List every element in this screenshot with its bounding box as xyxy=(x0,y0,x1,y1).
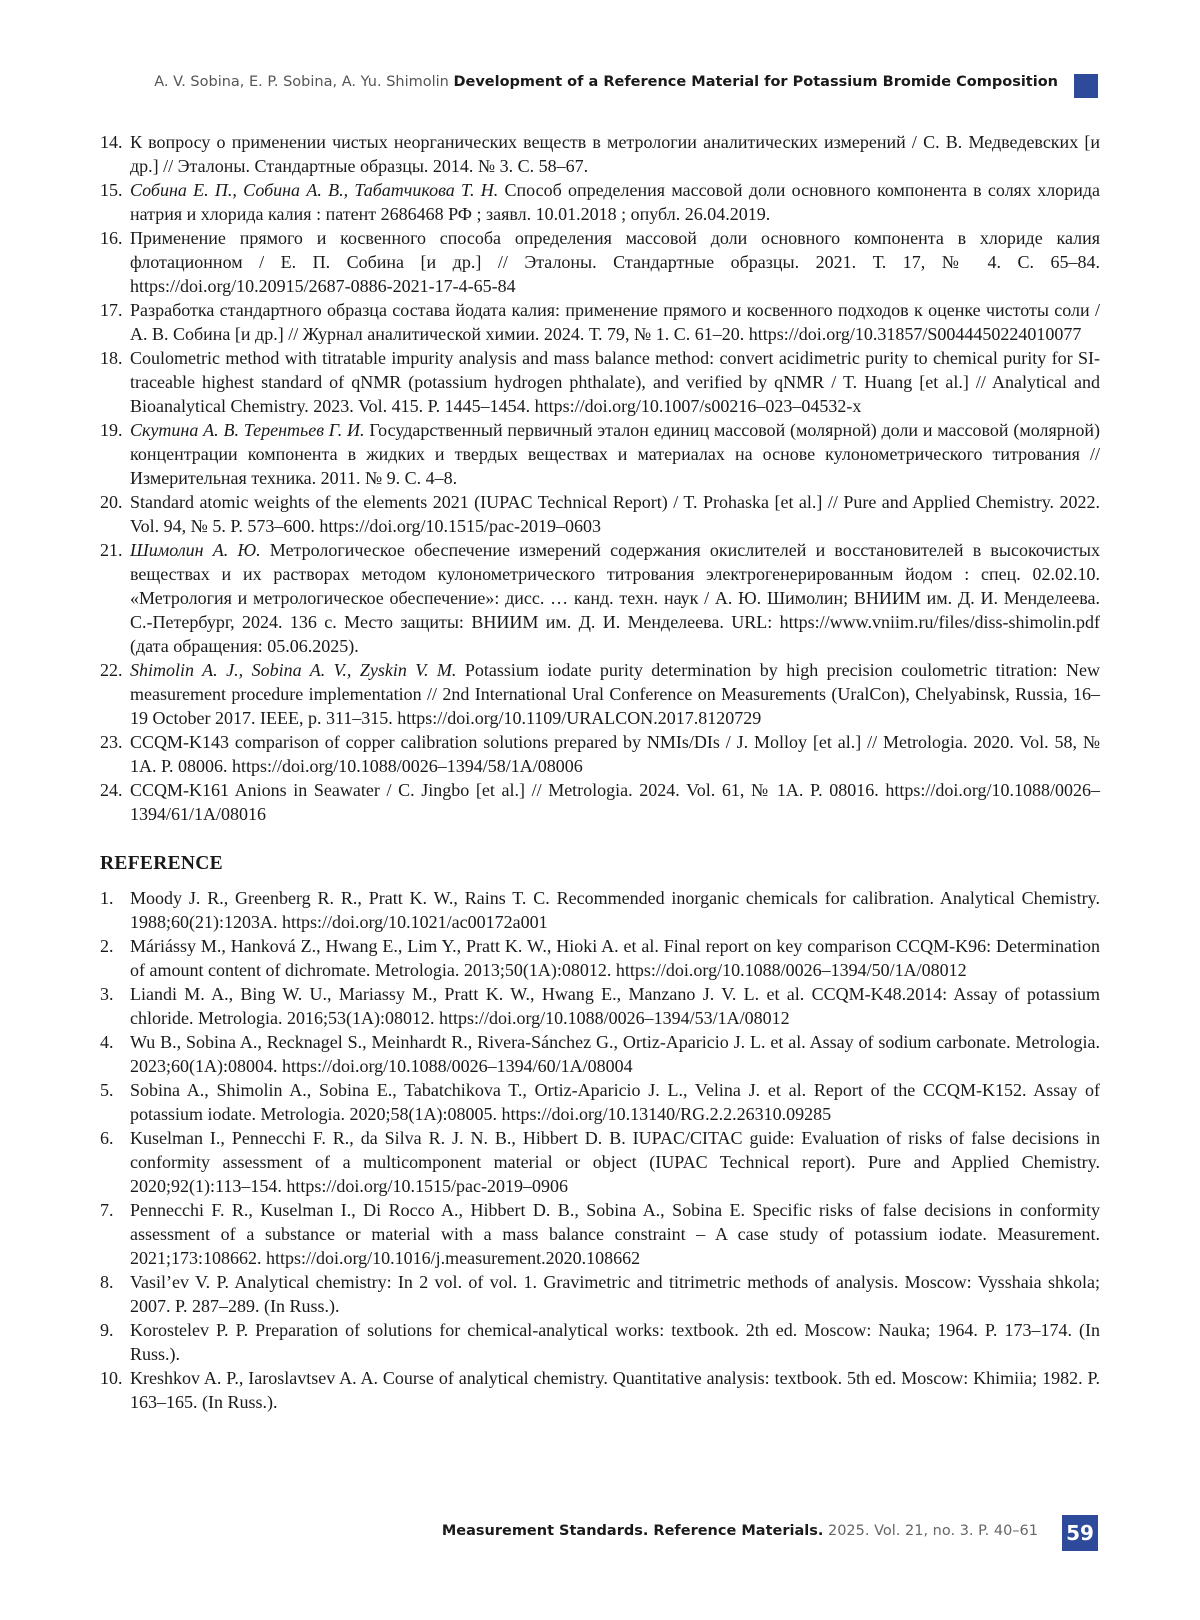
reference-number: 10. xyxy=(100,1368,123,1388)
reference-item xyxy=(100,1030,1100,1078)
reference-authors: Скутина А. В. Терентьев Г. И. xyxy=(130,420,365,440)
reference-number: 24. xyxy=(100,780,123,800)
reference-number: 18. xyxy=(100,348,123,368)
header-authors: A. V. Sobina, E. P. Sobina, A. Yu. Shimolin xyxy=(154,74,449,90)
reference-number: 14. xyxy=(100,132,123,152)
reference-item xyxy=(100,1078,1100,1126)
reference-number: 5. xyxy=(100,1080,114,1100)
reference-number: 16. xyxy=(100,228,123,248)
reference-text: К вопросу о применении чистых неорганических веществ в метрологии аналитических измерений / С. В. Медведевских [и др.] // Эталоны. Стандартные образцы. 2014. № 3. С. 58–67. xyxy=(130,132,1100,176)
reference-item xyxy=(100,130,1100,178)
reference-text: CCQM-K143 comparison of copper calibration solutions prepared by NMIs/DIs / J. Molloy [et al.] // Metrologia. 2020. Vol. 58, № 1A. P. 08006. https://doi.org/10.1088/0026–1394/58/1A/08006 xyxy=(130,732,1100,776)
header-accent-square xyxy=(1074,74,1098,98)
reference-number: 17. xyxy=(100,300,123,320)
reference-text: Pennecchi F. R., Kuselman I., Di Rocco A., Hibbert D. B., Sobina A., Sobina E. Specific risks of false decisions in conformity assessment of a substance or material with a mass balance constraint – A case study of potassium iodate. Measurement. 2021;173:108662. https://doi.org/10.1016/j.measurement.2020.108662 xyxy=(130,1200,1100,1268)
reference-number: 23. xyxy=(100,732,123,752)
reference-text: Standard atomic weights of the elements 2021 (IUPAC Technical Report) / T. Prohaska [et al.] // Pure and Applied Chemistry. 2022. Vol. 94, № 5. P. 573–600. https://doi.org/10.1515/pac-2019–0603 xyxy=(130,492,1100,536)
footer-issue: 2025. Vol. 21, no. 3. P. 40–61 xyxy=(823,1523,1038,1539)
reference-number: 22. xyxy=(100,660,123,680)
reference-item xyxy=(100,298,1100,346)
reference-text: Vasil’ev V. P. Analytical chemistry: In 2 vol. of vol. 1. Gravimetric and titrimetric methods of analysis. Moscow: Vysshaia shkola; 2007. P. 287–289. (In Russ.). xyxy=(130,1272,1100,1316)
running-head xyxy=(154,74,1058,90)
reference-text: CCQM-K161 Anions in Seawater / C. Jingbo [et al.] // Metrologia. 2024. Vol. 61, № 1A. P. 08016. https://doi.org/10.1088/0026–1394/61/1A/08016 xyxy=(130,780,1100,824)
reference-item xyxy=(100,226,1100,298)
reference-item xyxy=(100,1270,1100,1318)
reference-number: 7. xyxy=(100,1200,114,1220)
reference-item xyxy=(100,934,1100,982)
reference-text: Государственный первичный эталон единиц массовой (молярной) доли и массовой (молярной) концентрации компонента в жидких и твердых веществах и материалах на основе кулонометрического титрования // Измерительная техника. 2011. № 9. С. 4–8. xyxy=(130,420,1101,488)
reference-text: Sobina A., Shimolin A., Sobina E., Tabatchikova T., Ortiz-Aparicio J. L., Velina J. et al. Report of the CCQM-K152. Assay of potassium iodate. Metrologia. 2020;58(1A):08005. https://doi.org/10.13140/RG.2.2.26310.09285 xyxy=(130,1080,1100,1124)
reference-number: 15. xyxy=(100,180,123,200)
reference-text: Разработка стандартного образца состава йодата калия: применение прямого и косвенного подходов к оценке чистоты соли / А. В. Собина [и др.] // Журнал аналитической химии. 2024. Т. 79, № 1. С. 61–20. https://doi.org/10.31857/S0044450224010077 xyxy=(130,300,1100,344)
reference-item xyxy=(100,982,1100,1030)
reference-text: Метрологическое обеспечение измерений содержания окислителей и восстановителей в высокочистых веществах и их растворах методом кулонометрического титрования электрогенерированным йодом : спец. 02.02.10. «Метрология и метрологическое обеспечение»: дисс. … канд. техн. наук / А. Ю. Шимолин; ВНИИМ им. Д. И. Менделеева. С.-Петербург, 2024. 136 с. Место защиты: ВНИИМ им. Д. И. Менделеева. URL: https://www.vniim.ru/files/diss-shimolin.pdf (дата обращения: 05.06.2025). xyxy=(130,540,1101,656)
reference-item xyxy=(100,1366,1100,1414)
footer-journal: Measurement Standards. Reference Materials. xyxy=(441,1523,824,1539)
references-body xyxy=(100,130,1100,1414)
reference-item xyxy=(100,418,1100,490)
reference-number: 9. xyxy=(100,1320,114,1340)
reference-item xyxy=(100,490,1100,538)
reference-text: Korostelev P. P. Preparation of solutions for chemical-analytical works: textbook. 2th ed. Moscow: Nauka; 1964. P. 173–174. (In Russ.). xyxy=(130,1320,1100,1364)
header-title: Development of a Reference Material for Potassium Bromide Composition xyxy=(453,74,1058,90)
reference-heading: REFERENCE xyxy=(100,853,223,874)
reference-number: 19. xyxy=(100,420,123,440)
reference-number: 8. xyxy=(100,1272,114,1292)
reference-text: Способ определения массовой доли основного компонента в солях хлорида натрия и хлорида калия : патент 2686468 РФ ; заявл. 10.01.2018 ; опубл. 26.04.2019. xyxy=(130,180,1100,224)
reference-item xyxy=(100,658,1100,730)
reference-authors: Shimolin A. J., Sobina A. V., Zyskin V. M. xyxy=(130,660,457,680)
reference-text: Wu B., Sobina A., Recknagel S., Meinhardt R., Rivera-Sánchez G., Ortiz-Aparicio J. L. et al. Assay of sodium carbonate. Metrologia. 2023;60(1A):08004. https://doi.org/10.1088/0026–1394/60/1A/08004 xyxy=(130,1032,1100,1076)
reference-text: Kuselman I., Pennecchi F. R., da Silva R. J. N. B., Hibbert D. B. IUPAC/CITAC guide: Evaluation of risks of false decisions in conformity assessment of a multicomponent material or object (IUPAC Technical report). Pure and Applied Chemistry. 2020;92(1):113–154. https://doi.org/10.1515/pac-2019–0906 xyxy=(130,1128,1100,1196)
reference-text: Moody J. R., Greenberg R. R., Pratt K. W., Rains T. C. Recommended inorganic chemicals for calibration. Analytical Chemistry. 1988;60(21):1203A. https://doi.org/10.1021/ac00172a001 xyxy=(130,888,1100,932)
reference-item xyxy=(100,538,1100,658)
reference-item xyxy=(100,886,1100,934)
reference-text: Máriássy M., Hanková Z., Hwang E., Lim Y., Pratt K. W., Hioki A. et al. Final report on key comparison CCQM-K96: Determination of amount content of dichromate. Metrologia. 2013;50(1A):08012. https://doi.org/10.1088/0026–1394/50/1A/08012 xyxy=(130,936,1100,980)
reference-authors: Собина Е. П., Собина А. В., Табатчикова Т. Н. xyxy=(130,180,499,200)
reference-item xyxy=(100,730,1100,778)
reference-number: 2. xyxy=(100,936,114,956)
reference-authors: Шимолин А. Ю. xyxy=(130,540,261,560)
reference-item xyxy=(100,778,1100,826)
reference-number: 20. xyxy=(100,492,123,512)
page-number: 59 xyxy=(1062,1515,1098,1551)
reference-item xyxy=(100,1126,1100,1198)
reference-item xyxy=(100,178,1100,226)
reference-number: 21. xyxy=(100,540,123,560)
reference-text: Coulometric method with titratable impurity analysis and mass balance method: convert acidimetric purity to chemical purity for SI-traceable highest standard of qNMR (potassium hydrogen phthalate), and verified by qNMR / T. Huang [et al.] // Analytical and Bioanalytical Chemistry. 2023. Vol. 415. P. 1445–1454. https://doi.org/10.1007/s00216–023–04532-x xyxy=(130,348,1100,416)
reference-item xyxy=(100,346,1100,418)
reference-number: 3. xyxy=(100,984,114,1004)
reference-text: Kreshkov A. P., Iaroslavtsev A. A. Course of analytical chemistry. Quantitative analysis: textbook. 5th ed. Moscow: Khimiia; 1982. P. 163–165. (In Russ.). xyxy=(130,1368,1100,1412)
reference-text: Применение прямого и косвенного способа определения массовой доли основного компонента в хлориде калия флотационном / Е. П. Собина [и др.] // Эталоны. Стандартные образцы. 2021. Т. 17, № 4. С. 65–84. https://doi.org/10.20915/2687-0886-2021-17-4-65-84 xyxy=(130,228,1100,296)
reference-number: 4. xyxy=(100,1032,114,1052)
footer-citation xyxy=(442,1523,1038,1539)
reference-item xyxy=(100,1198,1100,1270)
reference-number: 6. xyxy=(100,1128,114,1148)
reference-item xyxy=(100,1318,1100,1366)
reference-text: Liandi M. A., Bing W. U., Mariassy M., Pratt K. W., Hwang E., Manzano J. V. L. et al. CCQM-K48.2014: Assay of potassium chloride. Metrologia. 2016;53(1A):08012. https://doi.org/10.1088/0026–1394/53/1A/08012 xyxy=(130,984,1100,1028)
reference-number: 1. xyxy=(100,888,114,908)
references-ru-list xyxy=(100,130,1100,826)
references-en-list xyxy=(100,886,1100,1414)
reference-text: Potassium iodate purity determination by high precision coulometric titration: New measurement procedure implementation // 2nd International Ural Conference on Measurements (UralCon), Chelyabinsk, Russia, 16–19 October 2017. IEEE, p. 311–315. https://doi.org/10.1109/URALCON.2017.8120729 xyxy=(130,660,1100,728)
